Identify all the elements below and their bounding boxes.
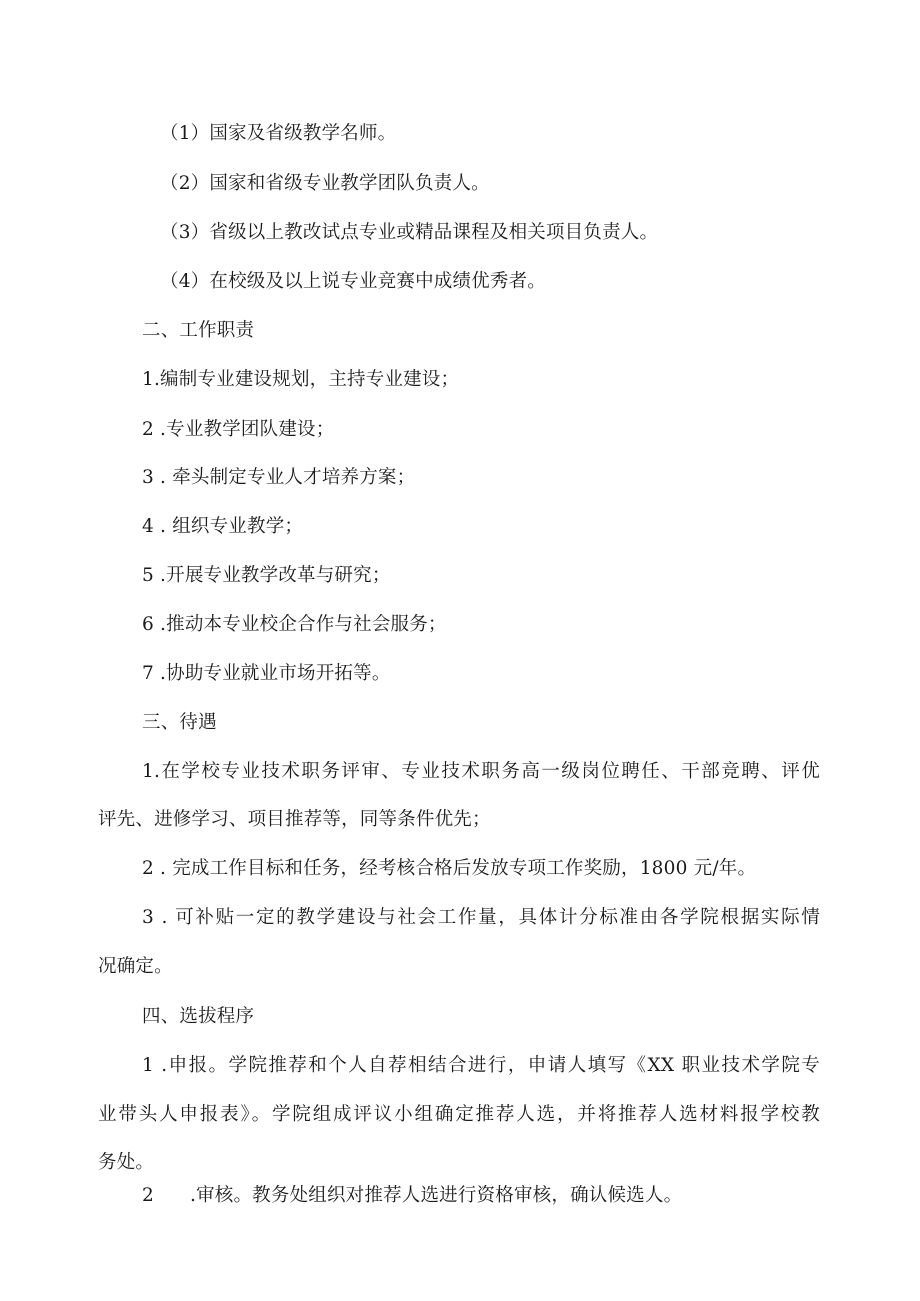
procedure-item-1-line-2: 业带头人申报表》。学院组成评议小组确定推荐人选，并将推荐人选材料报学校教 bbox=[98, 1104, 820, 1125]
benefit-item-3-line-2: 况确定。 bbox=[98, 956, 173, 977]
benefit-item-1-line-2: 评先、进修学习、项目推荐等，同等条件优先； bbox=[98, 809, 491, 830]
section-3-heading: 三、待遇 bbox=[142, 712, 217, 733]
duty-item-1: 1.编制专业建设规划，主持专业建设； bbox=[142, 369, 460, 390]
duty-item-5: 5 .开展专业教学改革与研究； bbox=[142, 565, 391, 586]
benefit-item-2: 2 . 完成工作目标和任务，经考核合格后发放专项工作奖励，1800 元/年。 bbox=[142, 858, 757, 879]
qualification-item-1: （1）国家及省级教学名师。 bbox=[160, 123, 397, 144]
section-4-heading: 四、选拔程序 bbox=[142, 1006, 255, 1027]
duty-item-7: 7 .协助专业就业市场开拓等。 bbox=[142, 663, 391, 684]
qualification-item-2: （2）国家和省级专业教学团队负责人。 bbox=[160, 173, 490, 194]
procedure-item-2-number: 2 bbox=[142, 1185, 154, 1206]
duty-item-4: 4 . 组织专业教学； bbox=[142, 516, 304, 537]
benefit-item-1-line-1: 1.在学校专业技术职务评审、专业技术职务高一级岗位聘任、干部竞聘、评优 bbox=[142, 761, 820, 782]
benefit-item-3-line-1: 3 . 可补贴一定的教学建设与社会工作量，具体计分标准由各学院根据实际情 bbox=[142, 907, 820, 928]
qualification-item-3: （3）省级以上教改试点专业或精品课程及相关项目负责人。 bbox=[160, 222, 659, 243]
procedure-item-2-text: .审核。教务处组织对推荐人选进行资格审核，确认候选人。 bbox=[190, 1185, 683, 1206]
qualification-item-4: （4）在校级及以上说专业竞赛中成绩优秀者。 bbox=[160, 271, 546, 292]
duty-item-3: 3 . 牵头制定专业人才培养方案； bbox=[142, 467, 416, 488]
procedure-item-1-line-3: 务处。 bbox=[98, 1152, 155, 1173]
duty-item-6: 6 .推动本专业校企合作与社会服务； bbox=[142, 614, 447, 635]
duty-item-2: 2 .专业教学团队建设； bbox=[142, 419, 335, 440]
section-2-heading: 二、工作职责 bbox=[142, 320, 255, 341]
procedure-item-1-line-1: 1 .申报。学院推荐和个人自荐相结合进行，申请人填写《XX 职业技术学院专 bbox=[142, 1055, 820, 1076]
